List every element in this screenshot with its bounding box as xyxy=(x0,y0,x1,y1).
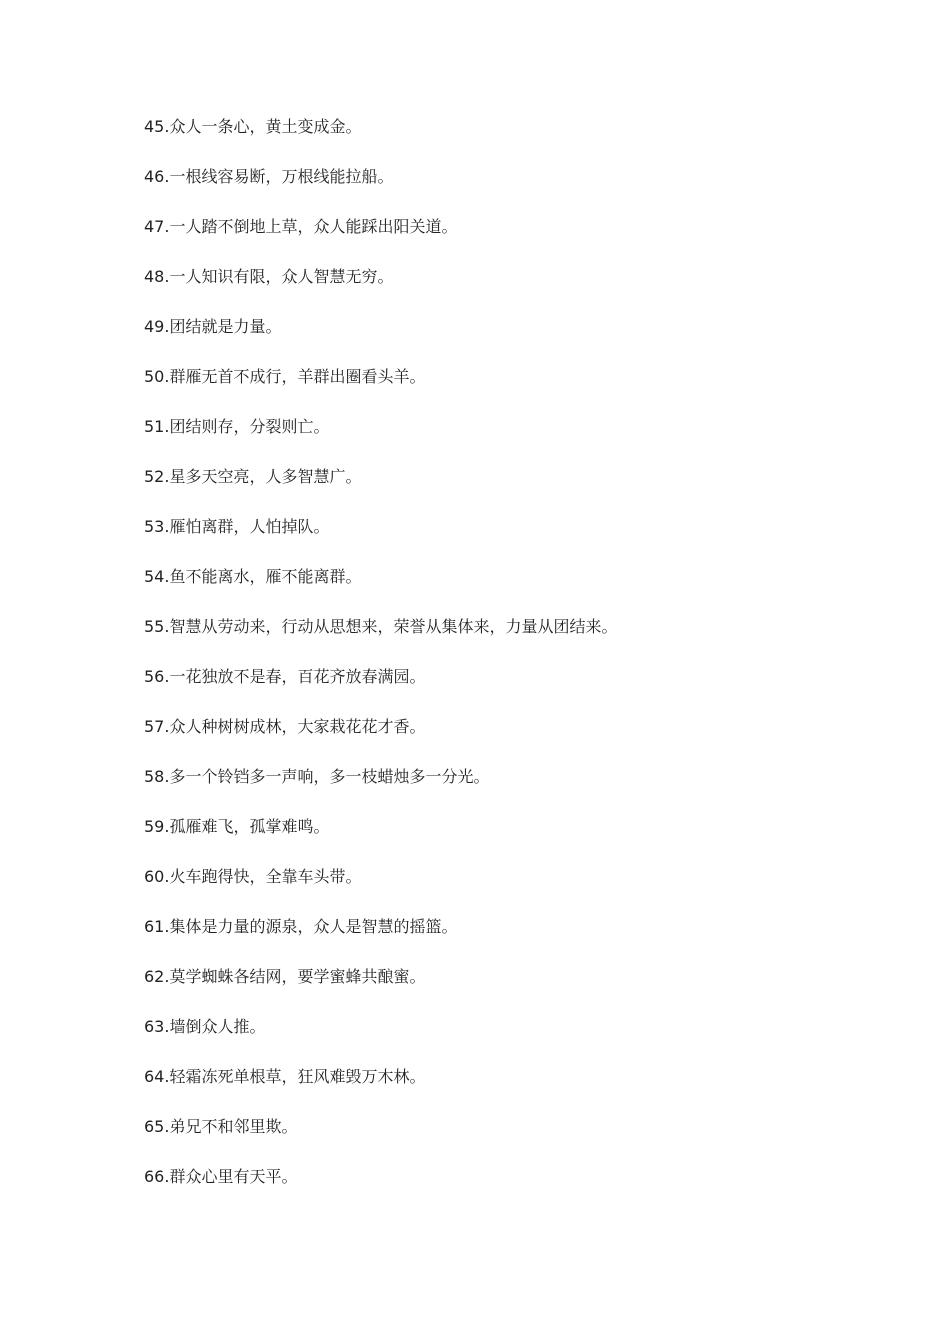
proverb-line: 64.轻霜冻死单根草，狂风难毁万木林。 xyxy=(144,1067,426,1086)
proverb-line: 51.团结则存，分裂则亡。 xyxy=(144,417,330,436)
proverb-line: 66.群众心里有天平。 xyxy=(144,1167,298,1186)
proverb-line: 54.鱼不能离水，雁不能离群。 xyxy=(144,567,362,586)
proverb-line: 58.多一个铃铛多一声响，多一枝蜡烛多一分光。 xyxy=(144,767,490,786)
proverb-line: 61.集体是力量的源泉，众人是智慧的摇篮。 xyxy=(144,917,458,936)
proverb-line: 48.一人知识有限，众人智慧无穷。 xyxy=(144,267,394,286)
proverb-line: 62.莫学蜘蛛各结网，要学蜜蜂共酿蜜。 xyxy=(144,967,426,986)
proverb-line: 63.墙倒众人推。 xyxy=(144,1017,266,1036)
proverb-line: 50.群雁无首不成行，羊群出圈看头羊。 xyxy=(144,367,426,386)
proverb-line: 45.众人一条心，黄土变成金。 xyxy=(144,117,362,136)
proverb-line: 65.弟兄不和邻里欺。 xyxy=(144,1117,298,1136)
proverb-line: 55.智慧从劳动来，行动从思想来，荣誉从集体来，力量从团结来。 xyxy=(144,617,618,636)
proverb-line: 53.雁怕离群，人怕掉队。 xyxy=(144,517,330,536)
proverb-line: 57.众人种树树成林，大家栽花花才香。 xyxy=(144,717,426,736)
proverb-line: 49.团结就是力量。 xyxy=(144,317,282,336)
proverb-line: 59.孤雁难飞，孤掌难鸣。 xyxy=(144,817,330,836)
proverb-line: 60.火车跑得快，全靠车头带。 xyxy=(144,867,362,886)
proverb-line: 56.一花独放不是春，百花齐放春满园。 xyxy=(144,667,426,686)
proverb-line: 46.一根线容易断，万根线能拉船。 xyxy=(144,167,394,186)
proverb-line: 52.星多天空亮，人多智慧广。 xyxy=(144,467,362,486)
proverb-list xyxy=(144,116,904,1216)
proverb-line: 47.一人踏不倒地上草，众人能踩出阳关道。 xyxy=(144,217,458,236)
